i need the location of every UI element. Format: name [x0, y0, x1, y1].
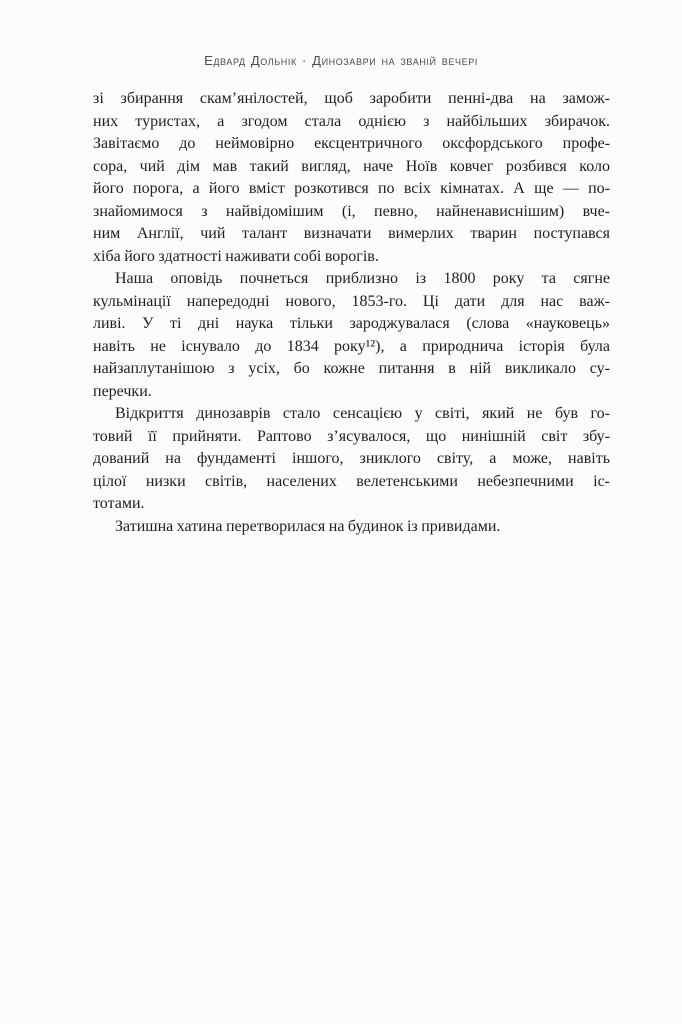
text-line: Затишна хатина перетворилася на будинок із привидами.	[115, 517, 501, 535]
text-block	[93, 88, 610, 538]
text-line: сора, чий дім мав такий вигляд, наче Ноїв ковчег розбився коло	[93, 157, 610, 175]
text-line: них туристах, а згодом стала однією з найбільших збирачок.	[93, 112, 610, 130]
text-line: товий її прийняти. Раптово з’ясувалося, що нинішній світ збу-	[93, 427, 610, 445]
paragraph	[93, 403, 610, 516]
text-line: Відкриття динозаврів стало сенсацією у світі, який не був го-	[115, 405, 610, 422]
text-line: тотами.	[93, 495, 145, 512]
paragraph	[93, 516, 610, 539]
text-line: ним Англії, чий талант визначати вимерлих тварин поступався	[93, 225, 610, 242]
text-line: знайомимося з найвідомішим (і, певно, найненависнішим) вче-	[93, 202, 610, 220]
text-line: хіба його здатності наживати собі ворогів.	[93, 247, 379, 265]
text-line: зі збирання скам’янілостей, щоб заробити пенні-два на замож-	[93, 90, 610, 107]
paragraph	[93, 268, 610, 403]
text-line: цілої низки світів, населених велетенськими небезпечними іс-	[93, 472, 610, 490]
text-line: найзаплутанішою з усіх, бо кожне питання в ній викликало су-	[93, 360, 610, 377]
text-line: його порога, а його вміст розкотився по всіх кімнатах. А ще — по-	[93, 180, 610, 197]
paragraph	[93, 88, 610, 268]
text-line: дований на фундаменті іншого, зниклого світу, а може, навіть	[93, 450, 610, 467]
text-line: Завітаємо до неймовірно ексцентричного оксфордського профе-	[93, 135, 610, 152]
text-line: ливі. У ті дні наука тільки зароджувалася (слова «науковець»	[93, 315, 610, 332]
text-line: навіть не існувало до 1834 року¹²), а природнича історія була	[93, 337, 610, 355]
running-header: Едвард Дольнік · Динозаври на званій вечері	[204, 53, 478, 68]
text-line: кульмінації напередодні нового, 1853-го. Ці дати для нас важ-	[93, 292, 610, 310]
text-line: Наша оповідь почнеться приблизно із 1800 року та сягне	[115, 270, 610, 287]
text-line: перечки.	[93, 382, 152, 400]
